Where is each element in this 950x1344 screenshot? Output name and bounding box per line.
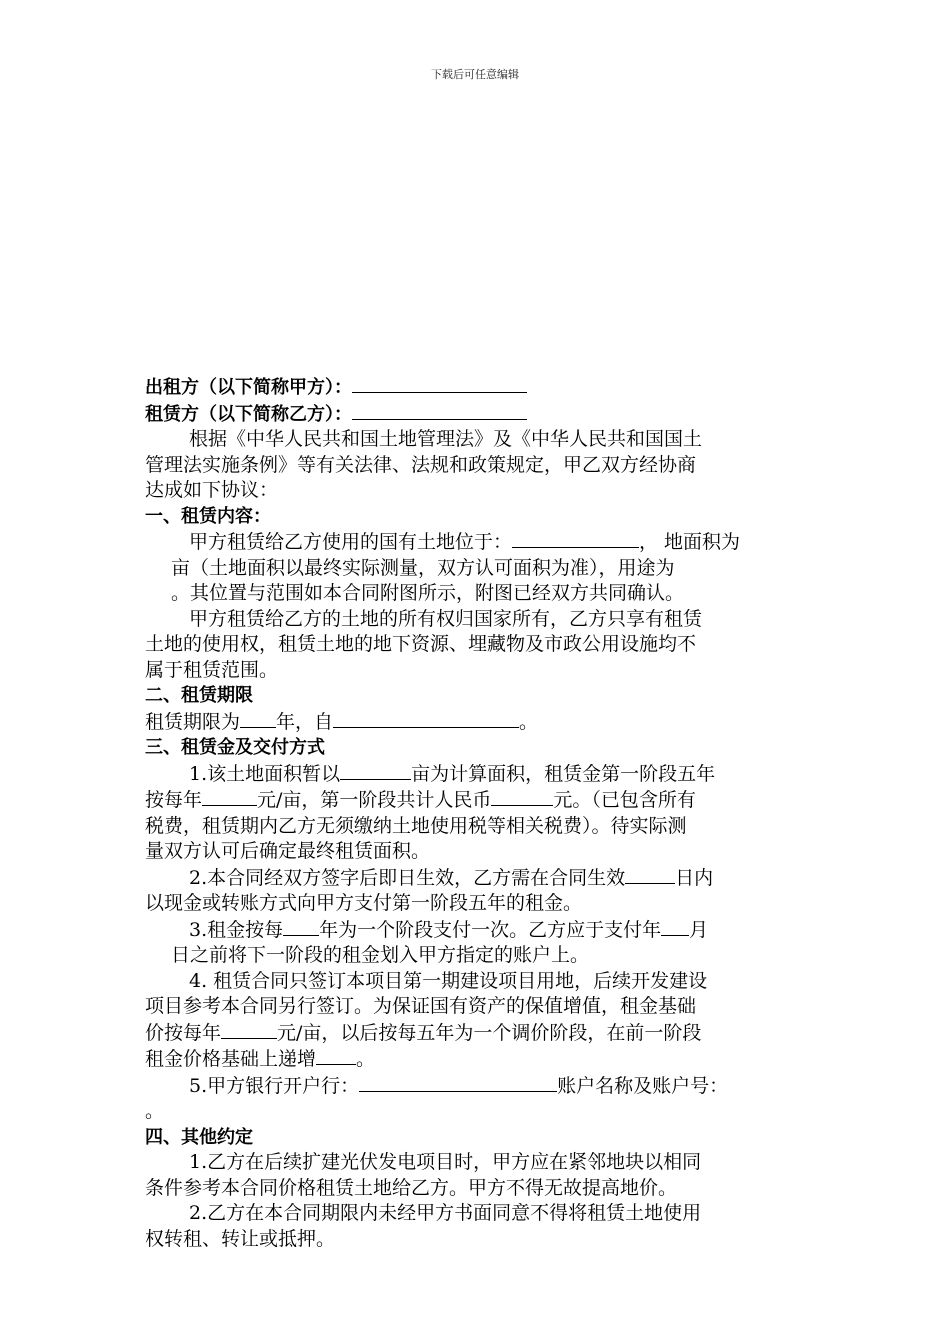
- section-3-item-1-line-1: 1.该土地面积暂以 亩为计算面积，租赁金第一阶段五年: [189, 762, 716, 785]
- section-1-p1-line-2: 亩（土地面积以最终实际测量，双方认可面积为准），用途为: [171, 556, 675, 579]
- lessee-line: 租赁方（以下简称乙方）：: [145, 401, 810, 428]
- period-years-blank: [283, 917, 319, 936]
- section-3-item-3-line-2: 日之前将下一阶段的租金划入甲方指定的账户上。: [171, 944, 590, 966]
- intro-line-1: 根据《中华人民共和国土地管理法》及《中华人民共和国国土: [189, 428, 703, 450]
- bank-blank: [359, 1073, 557, 1092]
- section-3-item-2-line-1: 2.本合同经双方签字后即日生效，乙方需在合同生效 日内: [189, 866, 714, 889]
- section-3-item-4-line-2: 项目参考本合同另行签订。为保证国有资产的保值增值，租金基础: [145, 995, 697, 1017]
- increase-blank: [316, 1046, 356, 1065]
- intro-line-2: 管理法实施条例》等有关法律、法规和政策规定，甲乙双方经协商: [145, 453, 697, 476]
- section-1-title: 一、租赁内容：: [145, 505, 271, 527]
- base-price-blank: [221, 1020, 277, 1039]
- section-3-item-2-line-2: 以现金或转账方式向甲方支付第一阶段五年的租金。: [145, 892, 583, 914]
- contract-body: [145, 374, 810, 1252]
- section-4-item-1-line-2: 条件参考本合同价格租赁土地给乙方。甲方不得无故提高地价。: [145, 1176, 678, 1199]
- section-4-item-1-line-1: 1.乙方在后续扩建光伏发电项目时，甲方应在紧邻地块以相同: [189, 1151, 702, 1173]
- section-3-item-4-line-1: 4. 租赁合同只签订本项目第一期建设项目用地，后续开发建设: [189, 969, 708, 992]
- lessor-blank: [352, 374, 527, 393]
- section-3-item-1-line-3: 税费，租赁期内乙方无须缴纳土地使用税等相关税费）。待实际测: [145, 814, 687, 837]
- section-3-item-5-line-1: 5.甲方银行开户行： 账户名称及账户号：: [189, 1074, 729, 1097]
- section-1-p2-line-2: 土地的使用权，租赁土地的地下资源、埋藏物及市政公用设施均不: [145, 633, 697, 655]
- term-start-blank: [333, 709, 519, 728]
- section-2-line: 租赁期限为 年，自 。: [145, 710, 539, 733]
- intro-line-3: 达成如下协议：: [145, 479, 279, 501]
- section-4-item-2-line-1: 2.乙方在本合同期限内未经甲方书面同意不得将租赁土地使用: [189, 1202, 702, 1224]
- term-years-blank: [240, 709, 276, 728]
- lessee-blank: [352, 401, 527, 420]
- section-1-p1-line-3: 。其位置与范围如本合同附图所示，附图已经双方共同确认。: [171, 582, 685, 604]
- payment-days-blank: [625, 865, 675, 884]
- section-3-item-4-line-4: 租金价格基础上递增 。: [145, 1048, 376, 1070]
- section-4-item-2-line-2: 权转租、转让或抵押。: [145, 1227, 336, 1250]
- section-1-p2-line-1: 甲方租赁给乙方的土地的所有权归国家所有，乙方只享有租赁: [189, 607, 703, 630]
- lessor-line: 出租方（以下简称甲方）：: [145, 374, 810, 401]
- section-3-item-1-line-2: 按每年 元/亩，第一阶段共计人民币 元。（已包含所有: [145, 789, 696, 811]
- section-1-p1-line-1: 甲方租赁给乙方使用的国有土地位于： ， 地面积为: [189, 531, 741, 553]
- section-4-title: 四、其他约定: [145, 1126, 253, 1148]
- location-blank: [512, 529, 639, 548]
- section-3-item-1-line-4: 量双方认可后确定最终租赁面积。: [145, 840, 431, 862]
- section-1-p2-line-3: 属于租赁范围。: [145, 658, 279, 681]
- section-3-item-3-line-1: 3.租金按每 年为一个阶段支付一次。乙方应于支付年 月: [189, 918, 709, 941]
- section-3-item-5-line-2: 。: [145, 1100, 165, 1122]
- month-blank: [661, 917, 689, 936]
- page-header: 下载后可任意编辑: [431, 68, 519, 81]
- section-3-item-4-line-3: 价按每年 元/亩，以后按每五年为一个调价阶段，在前一阶段: [145, 1021, 702, 1044]
- total-blank: [491, 787, 553, 806]
- section-2-title: 二、租赁期限: [145, 685, 253, 706]
- section-3-title: 三、租赁金及交付方式: [145, 737, 325, 758]
- area-blank: [340, 761, 411, 780]
- price-blank: [202, 787, 257, 806]
